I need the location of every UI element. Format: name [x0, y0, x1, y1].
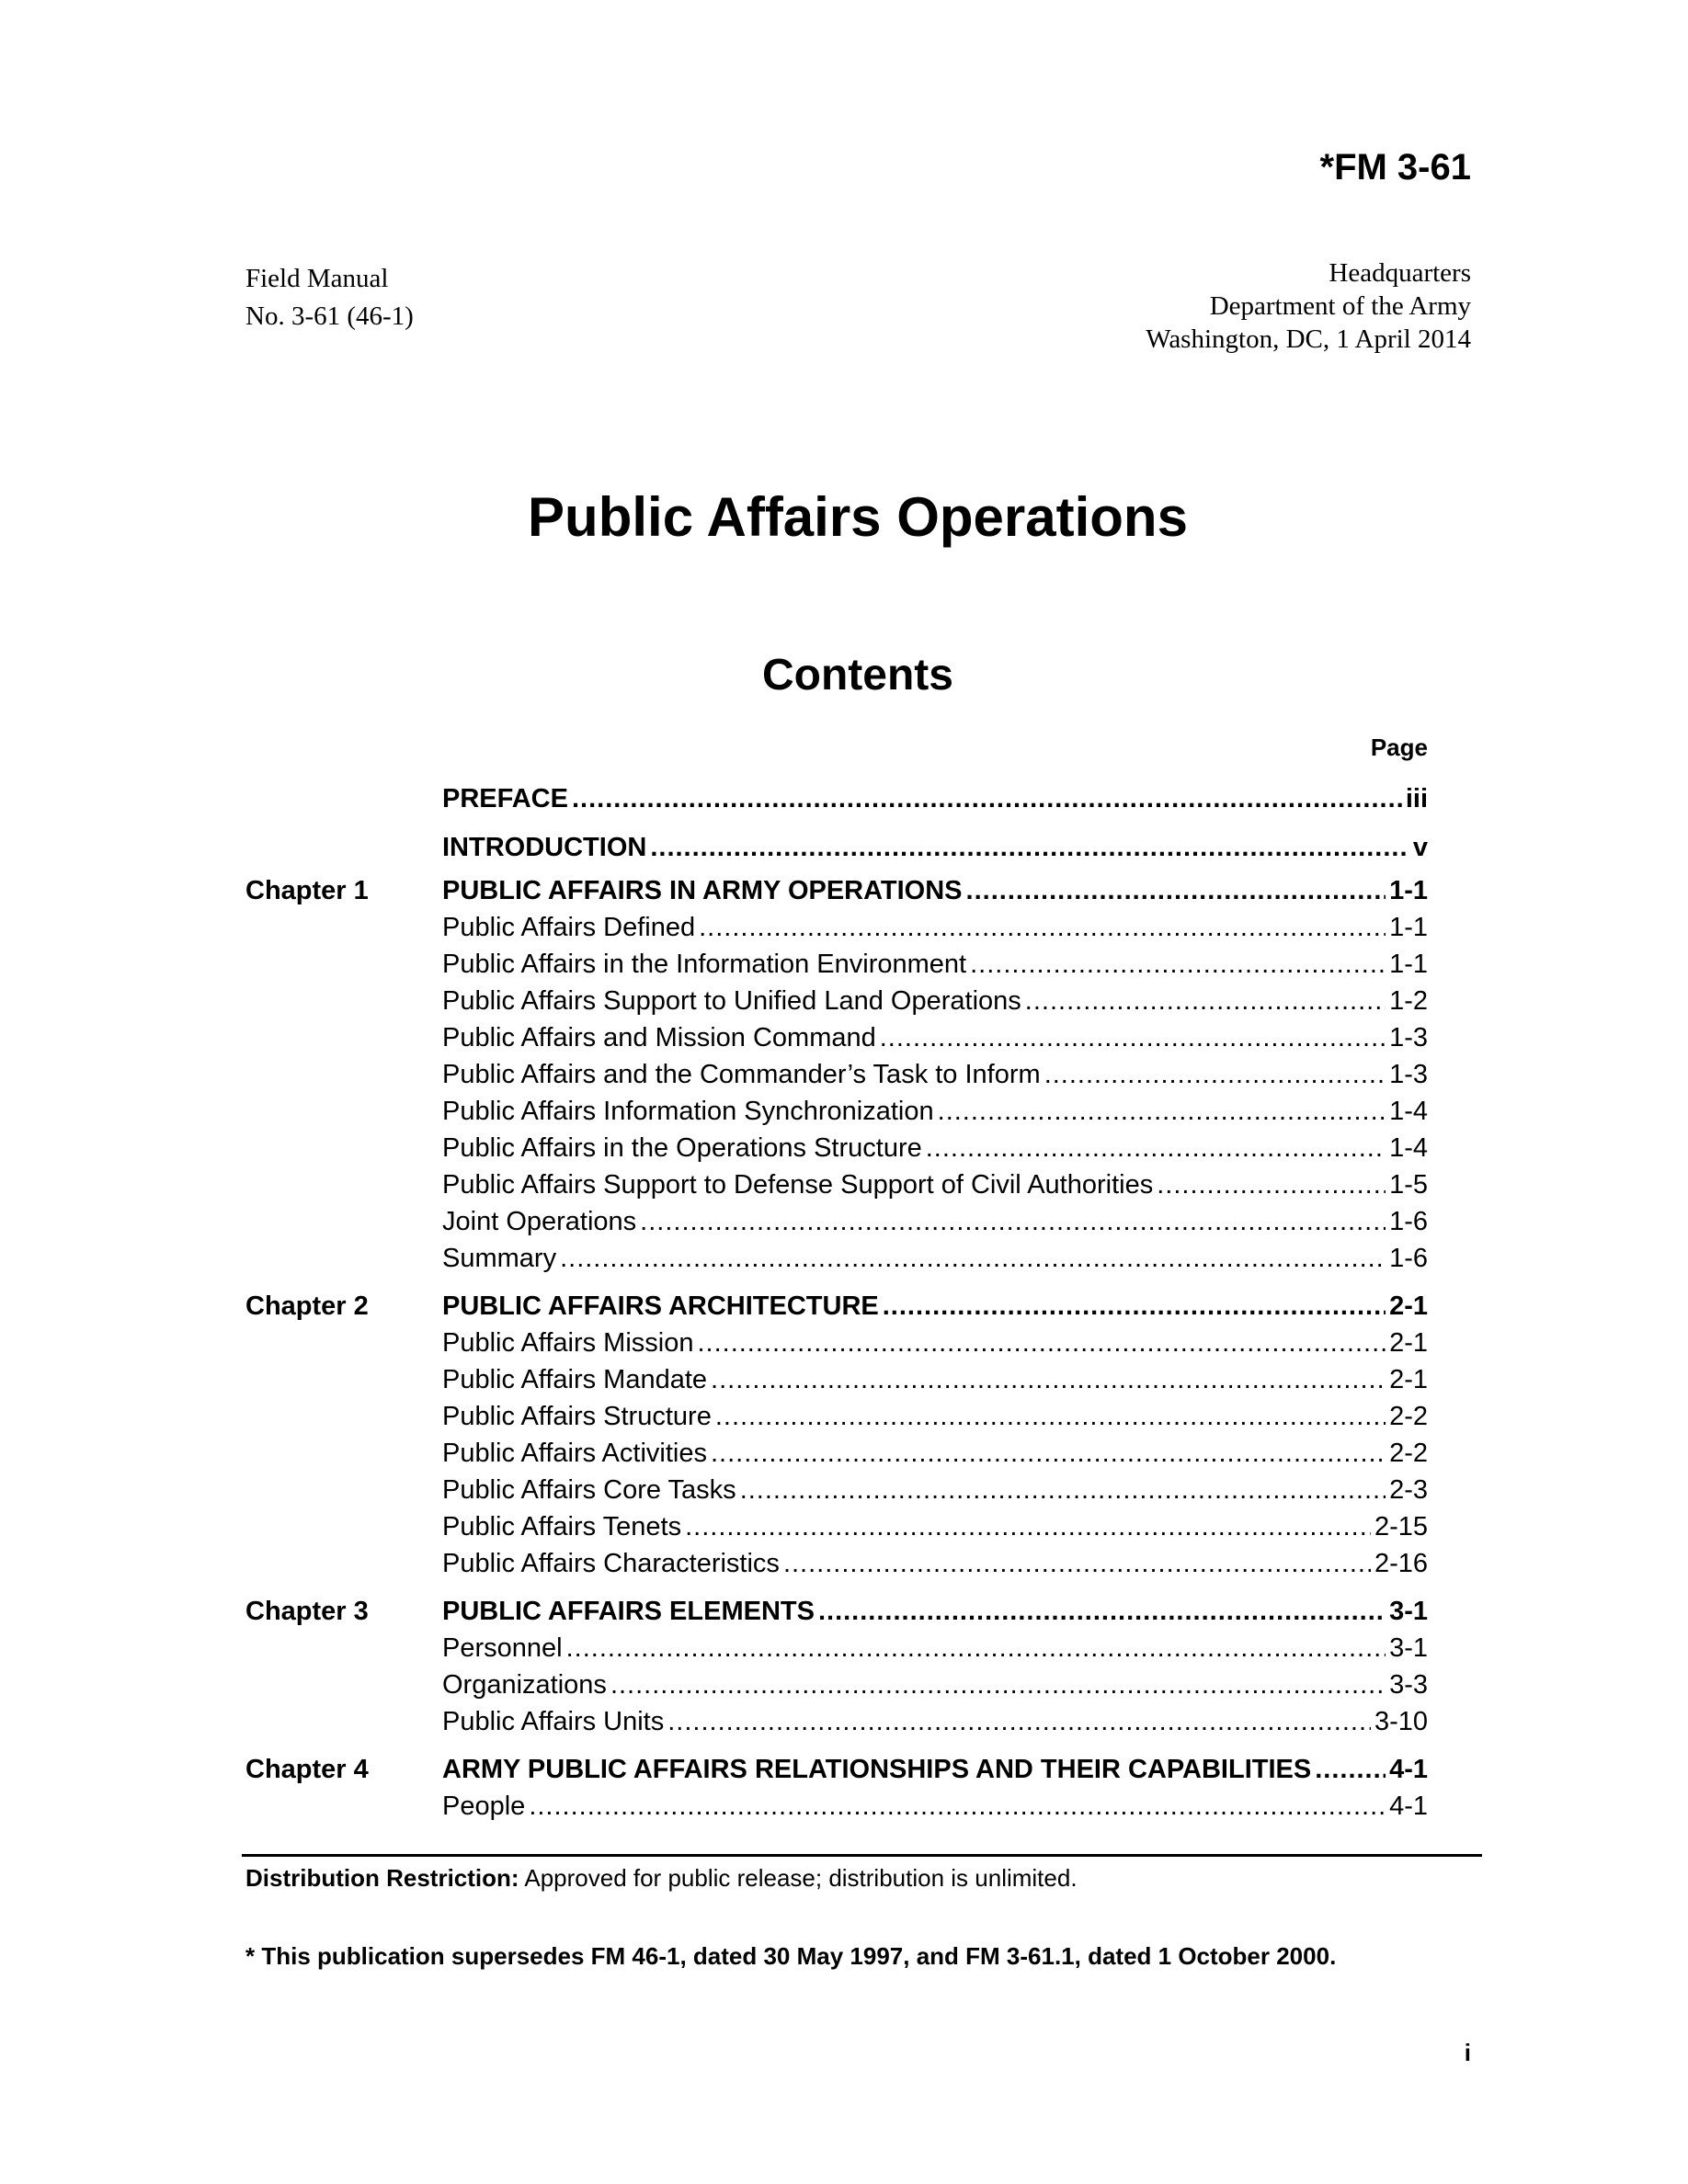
toc-section-entry[interactable] — [245, 1398, 1428, 1435]
toc-entry-title: Public Affairs and Mission Command — [442, 1023, 876, 1052]
toc-page-number: 2-1 — [1389, 1291, 1428, 1321]
toc-chapter-entry[interactable] — [245, 1751, 1428, 1788]
toc-section-entry[interactable] — [245, 1093, 1428, 1130]
toc-entry-title: Public Affairs Core Tasks — [442, 1475, 736, 1505]
toc-section-entry[interactable] — [245, 1203, 1428, 1240]
toc-page-number: 1-1 — [1389, 950, 1428, 979]
toc-front-entry[interactable] — [245, 824, 1428, 872]
dot-leader — [711, 1435, 1386, 1472]
page-column-label: Page — [1370, 734, 1428, 761]
issuing-authority — [1146, 256, 1471, 356]
dot-leader — [650, 824, 1409, 872]
chapter-label: Chapter 1 — [245, 876, 369, 905]
dot-leader — [711, 1361, 1386, 1398]
toc-entry-title: ARMY PUBLIC AFFAIRS RELATIONSHIPS AND THEIR CAPABILITIES — [442, 1755, 1312, 1784]
document-title: Public Affairs Operations — [528, 486, 1188, 548]
dot-leader — [560, 1240, 1386, 1277]
dot-leader — [667, 1703, 1371, 1740]
toc-entry-title: PUBLIC AFFAIRS ELEMENTS — [442, 1597, 815, 1626]
toc-entry-title: Public Affairs Support to Defense Support of Civil Authorities — [442, 1170, 1154, 1200]
toc-section-entry[interactable] — [245, 1545, 1428, 1582]
distribution-label: Distribution Restriction: — [245, 1864, 519, 1892]
toc-entry-title: PUBLIC AFFAIRS ARCHITECTURE — [442, 1291, 879, 1321]
dot-leader — [572, 775, 1402, 824]
dot-leader — [529, 1788, 1386, 1825]
toc-page-number: 2-3 — [1389, 1475, 1428, 1505]
toc-section-entry[interactable] — [245, 909, 1428, 946]
toc-section-entry[interactable] — [245, 1703, 1428, 1740]
toc-entry-title: PUBLIC AFFAIRS IN ARMY OPERATIONS — [442, 876, 963, 905]
toc-page-number: iii — [1405, 784, 1428, 813]
toc-chapter-entry[interactable] — [245, 1288, 1428, 1325]
toc-entry-title: INTRODUCTION — [442, 833, 647, 862]
table-of-contents — [245, 775, 1428, 1825]
chapter-label: Chapter 3 — [245, 1597, 369, 1626]
toc-section-entry[interactable] — [245, 1019, 1428, 1056]
toc-page-number: 2-2 — [1389, 1439, 1428, 1468]
toc-page-number: 3-10 — [1374, 1707, 1428, 1736]
toc-page-number: 1-3 — [1389, 1023, 1428, 1052]
dot-leader — [938, 1093, 1386, 1130]
toc-page-number: 1-3 — [1389, 1060, 1428, 1089]
toc-entry-title: Public Affairs in the Information Environment — [442, 950, 967, 979]
dot-leader — [783, 1545, 1371, 1582]
toc-page-number: 3-1 — [1389, 1597, 1428, 1626]
toc-entry-title: Public Affairs Mission — [442, 1328, 694, 1358]
dot-leader — [883, 1288, 1386, 1325]
toc-section-entry[interactable] — [245, 1435, 1428, 1472]
dot-leader — [1044, 1056, 1386, 1093]
toc-section-entry[interactable] — [245, 1166, 1428, 1203]
manual-number: No. 3-61 (46-1) — [245, 301, 414, 331]
toc-entry-title: People — [442, 1792, 526, 1821]
fm-number: *FM 3-61 — [1319, 147, 1471, 188]
page-number: i — [1464, 2039, 1471, 2066]
toc-entry-title: Personnel — [442, 1633, 563, 1663]
distribution-text: Approved for public release; distribution is unlimited. — [519, 1864, 1078, 1892]
toc-section-entry[interactable] — [245, 1472, 1428, 1508]
toc-entry-title: Public Affairs in the Operations Structure — [442, 1133, 922, 1163]
toc-section-entry[interactable] — [245, 1361, 1428, 1398]
toc-entry-title: Public Affairs Mandate — [442, 1365, 708, 1394]
toc-section-entry[interactable] — [245, 1630, 1428, 1666]
dot-leader — [699, 909, 1386, 946]
toc-page-number: 4-1 — [1389, 1755, 1428, 1784]
toc-page-number: 1-1 — [1389, 876, 1428, 905]
toc-chapter-entry[interactable] — [245, 1593, 1428, 1630]
toc-entry-title: Organizations — [442, 1670, 607, 1700]
dot-leader — [1025, 983, 1386, 1019]
toc-section-entry[interactable] — [245, 1056, 1428, 1093]
dot-leader — [966, 872, 1386, 909]
contents-heading: Contents — [762, 651, 953, 700]
toc-page-number: 1-1 — [1389, 913, 1428, 942]
toc-entry-title: Public Affairs Structure — [442, 1402, 712, 1431]
distribution-restriction — [245, 1864, 1078, 1893]
toc-page-number: 2-1 — [1389, 1365, 1428, 1394]
dot-leader — [880, 1019, 1386, 1056]
toc-page-number: 1-2 — [1389, 986, 1428, 1016]
toc-page-number: 1-5 — [1389, 1170, 1428, 1200]
chapter-label: Chapter 2 — [245, 1291, 369, 1321]
toc-page-number: 2-1 — [1389, 1328, 1428, 1358]
headquarters-line: Headquarters — [1329, 258, 1471, 288]
toc-section-entry[interactable] — [245, 1788, 1428, 1825]
dot-leader — [926, 1130, 1386, 1166]
dot-leader — [970, 946, 1386, 983]
manual-designation — [245, 260, 414, 336]
dot-leader — [685, 1508, 1371, 1545]
toc-entry-title: Public Affairs Support to Unified Land Operations — [442, 986, 1021, 1016]
department-line: Department of the Army — [1209, 291, 1471, 321]
dot-leader — [566, 1630, 1386, 1666]
toc-entry-title: Public Affairs Units — [442, 1707, 665, 1736]
manual-type: Field Manual — [245, 264, 389, 293]
toc-entry-title: Public Affairs and the Commander’s Task to Inform — [442, 1060, 1041, 1089]
chapter-label: Chapter 4 — [245, 1755, 369, 1784]
toc-page-number: 1-6 — [1389, 1244, 1428, 1273]
toc-page-number: v — [1412, 833, 1428, 862]
toc-entry-title: PREFACE — [442, 784, 568, 813]
toc-entry-title: Public Affairs Information Synchronization — [442, 1097, 934, 1126]
toc-entry-title: Public Affairs Activities — [442, 1439, 707, 1468]
dot-leader — [640, 1203, 1386, 1240]
toc-section-entry[interactable] — [245, 1508, 1428, 1545]
toc-entry-title: Summary — [442, 1244, 557, 1273]
divider-rule — [242, 1854, 1482, 1857]
dot-leader — [1157, 1166, 1386, 1203]
toc-front-entry[interactable] — [245, 775, 1428, 824]
toc-entry-title: Joint Operations — [442, 1207, 637, 1236]
toc-page-number: 1-4 — [1389, 1133, 1428, 1163]
toc-page-number: 2-15 — [1374, 1512, 1428, 1541]
toc-section-entry[interactable] — [245, 1666, 1428, 1703]
supersedes-note: * This publication supersedes FM 46-1, dated 30 May 1997, and FM 3-61.1, dated 1 October 2000. — [245, 1942, 1337, 1970]
toc-chapter-entry[interactable] — [245, 872, 1428, 909]
dot-leader — [740, 1472, 1386, 1508]
location-date-line: Washington, DC, 1 April 2014 — [1146, 324, 1471, 354]
dot-leader — [818, 1593, 1386, 1630]
toc-page-number: 2-2 — [1389, 1402, 1428, 1431]
toc-page-number: 4-1 — [1389, 1792, 1428, 1821]
toc-section-entry[interactable] — [245, 1325, 1428, 1361]
toc-page-number: 3-3 — [1389, 1670, 1428, 1700]
toc-section-entry[interactable] — [245, 1130, 1428, 1166]
toc-page-number: 1-6 — [1389, 1207, 1428, 1236]
toc-page-number: 1-4 — [1389, 1097, 1428, 1126]
dot-leader — [610, 1666, 1386, 1703]
toc-section-entry[interactable] — [245, 946, 1428, 983]
toc-page-number: 2-16 — [1374, 1549, 1428, 1578]
dot-leader — [697, 1325, 1386, 1361]
toc-section-entry[interactable] — [245, 983, 1428, 1019]
dot-leader — [1315, 1751, 1386, 1788]
toc-page-number: 3-1 — [1389, 1633, 1428, 1663]
toc-entry-title: Public Affairs Tenets — [442, 1512, 682, 1541]
toc-entry-title: Public Affairs Characteristics — [442, 1549, 780, 1578]
dot-leader — [715, 1398, 1386, 1435]
toc-section-entry[interactable] — [245, 1240, 1428, 1277]
toc-entry-title: Public Affairs Defined — [442, 913, 696, 942]
